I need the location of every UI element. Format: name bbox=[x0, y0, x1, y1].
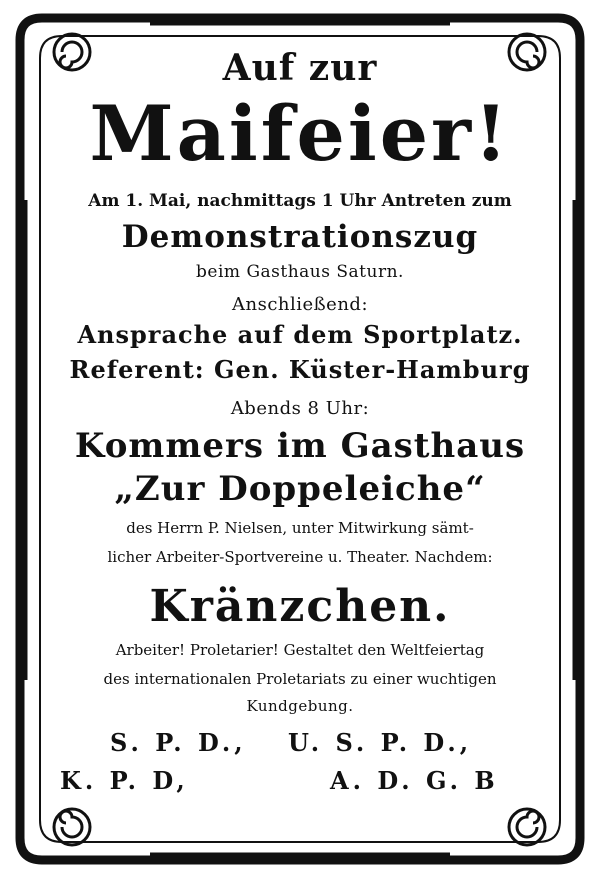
line-kommers: Kommers im Gasthaus bbox=[74, 426, 526, 466]
party-kpd: K. P. D, bbox=[60, 766, 189, 795]
line-host-b: licher Arbeiter-Sportvereine u. Theater. Nachdem: bbox=[107, 548, 493, 566]
corner-spiral-bottom-left-icon bbox=[54, 809, 90, 845]
line-place: beim Gasthaus Saturn. bbox=[196, 262, 404, 282]
headline-main: Maifeier! bbox=[89, 89, 511, 178]
line-event: Demonstrationszug bbox=[121, 219, 479, 255]
corner-spiral-bottom-right-icon bbox=[509, 809, 545, 845]
line-host-a: des Herrn P. Nielsen, unter Mitwirkung sämt- bbox=[126, 519, 474, 537]
line-then: Anschließend: bbox=[231, 294, 369, 315]
line-speech: Ansprache auf dem Sportplatz. bbox=[77, 320, 523, 349]
party-spd: S. P. D., bbox=[110, 728, 247, 757]
line-venue: „Zur Doppeleiche“ bbox=[114, 469, 486, 509]
party-adgb: A. D. G. B bbox=[330, 766, 499, 795]
headline-top: Auf zur bbox=[222, 47, 378, 89]
party-list bbox=[60, 728, 540, 798]
line-speaker: Referent: Gen. Küster-Hamburg bbox=[69, 355, 531, 384]
line-call-a: Arbeiter! Proletarier! Gestaltet den Weltfeiertag bbox=[115, 641, 485, 659]
line-date: Am 1. Mai, nachmittags 1 Uhr Antreten zum bbox=[88, 191, 512, 211]
line-call-c: Kundgebung. bbox=[246, 697, 354, 715]
line-call-b: des internationalen Proletariats zu einer wuchtigen bbox=[103, 670, 497, 688]
party-uspd: U. S. P. D., bbox=[288, 728, 473, 757]
line-evening: Abends 8 Uhr: bbox=[230, 398, 370, 419]
line-dance: Kränzchen. bbox=[149, 581, 451, 632]
